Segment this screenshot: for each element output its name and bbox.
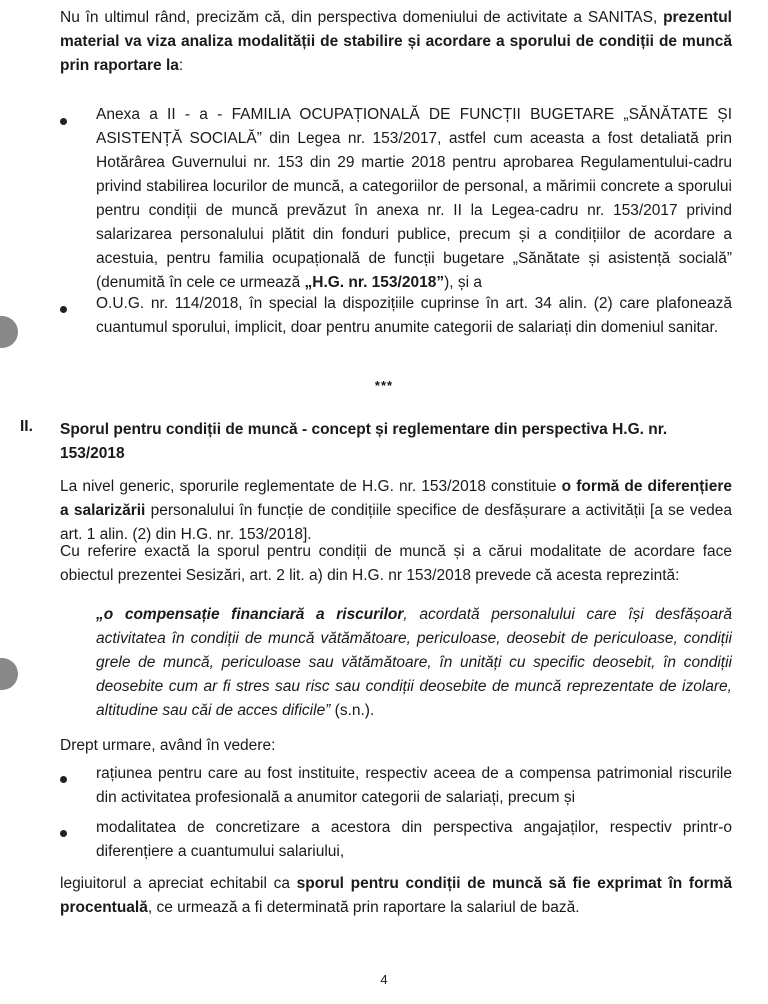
bullet-rationale: rațiunea pentru care au fost instituite, respectiv aceea de a compensa patrimonial riscurile din activitatea profesională a anumitor categorii de salariați, precum și — [96, 765, 732, 806]
intro-colon: : — [178, 57, 184, 74]
quote-bold: „o compensație financiară a riscurilor — [96, 606, 404, 623]
bullet-annex-tail: ), și a — [444, 274, 482, 291]
bullet-annex-bold: „H.G. nr. 153/2018” — [304, 274, 445, 291]
intro-text: Nu în ultimul rând, precizăm că, din perspectiva domeniului de activitate a SANITAS, — [60, 9, 664, 26]
conclusion-text: legiuitorul a apreciat echitabil ca — [60, 875, 297, 892]
generic-text: La nivel generic, sporurile reglementate de H.G. nr. 153/2018 constituie — [60, 478, 562, 495]
generic-tail: personalului în funcție de condițiile specifice de desfășurare a activității [a se vedea art. 1 alin. (2) din H.G. nr. 153/2018]. — [60, 502, 732, 543]
punch-hole — [0, 658, 18, 690]
conclusion-paragraph — [60, 872, 732, 920]
consequence-paragraph: Drept urmare, având în vedere: — [60, 737, 276, 754]
bullet-dot — [60, 830, 67, 837]
page-number: 4 — [380, 972, 388, 987]
bullet-annex-text: Anexa a II - a - FAMILIA OCUPAȚIONALĂ DE FUNCȚII BUGETARE „SĂNĂTATE ȘI ASISTENȚĂ SOCIALĂ” din Legea nr. 153/2017, astfel cum aceasta a fost detaliată prin Hotărârea Guvernului nr. 153 din 29 martie 2018 pentru aprobarea Regulamentului-cadru privind stabilirea locurilor de muncă, a categoriilor de personal, a mărimii concrete a sporului pentru condiții de muncă prevăzut în anexa nr. II la Legea-cadru nr. 153/2017 privind salarizarea personalului plătit din fonduri publice, precum și a condițiilor de acordare a acestuia, pentru familia ocupațională de funcții bugetare „Sănătate și asistență socială” (denumită în cele ce urmează — [96, 106, 732, 291]
section-separator: *** — [374, 378, 394, 393]
bullet-oug: O.U.G. nr. 114/2018, în special la dispozițiile cuprinse în art. 34 alin. (2) care plafonează cuantumul sporului, implicit, doar pentru anumite categorii de salariați din domeniul sanitar. — [96, 295, 732, 336]
legal-quote — [96, 603, 732, 723]
intro-paragraph — [60, 6, 732, 78]
bullet-annex — [96, 103, 732, 295]
quote-note: (s.n.). — [330, 702, 375, 719]
generic-bold: o formă de diferențiere a salarizării — [60, 478, 732, 519]
section-title: Sporul pentru condiții de muncă - concept și reglementare din perspectiva H.G. nr. 153/2018 — [60, 421, 668, 462]
quote-text: , acordată personalului care își desfășoară activitatea în condiții de muncă vătămătoare, periculoase, deosebit de periculoase, condiții grele de muncă, periculoase sau vătămătoare, în unități cu specific deosebit, în condiții deosebite cum ar fi stres sau risc sau condiții deosebite de muncă reprezentate de izolare, altitudine sau căi de acces dificile” — [96, 606, 732, 719]
conclusion-bold: sporul pentru condiții de muncă să fie exprimat în formă procentuală — [60, 875, 732, 916]
punch-hole — [0, 316, 18, 348]
bullet-dot — [60, 118, 67, 125]
bullet-dot — [60, 776, 67, 783]
conclusion-tail: , ce urmează a fi determinată prin raportare la salariul de bază. — [147, 899, 580, 916]
bullet-dot — [60, 306, 67, 313]
bullet-modality: modalitatea de concretizare a acestora din perspectiva angajaților, respectiv printr-o diferențiere a cuantumului salariului, — [96, 819, 732, 860]
section-number: II. — [20, 418, 33, 435]
reference-paragraph: Cu referire exactă la sporul pentru condiții de muncă și a cărui modalitate de acordare face obiectul prezentei Sesizări, art. 2 lit. a) din H.G. nr 153/2018 prevede că acesta reprezintă: — [60, 543, 732, 584]
intro-bold-text: prezentul material va viza analiza modalității de stabilire și acordare a sporului de condiții de muncă prin raportare la — [60, 9, 732, 74]
generic-paragraph — [60, 475, 732, 547]
